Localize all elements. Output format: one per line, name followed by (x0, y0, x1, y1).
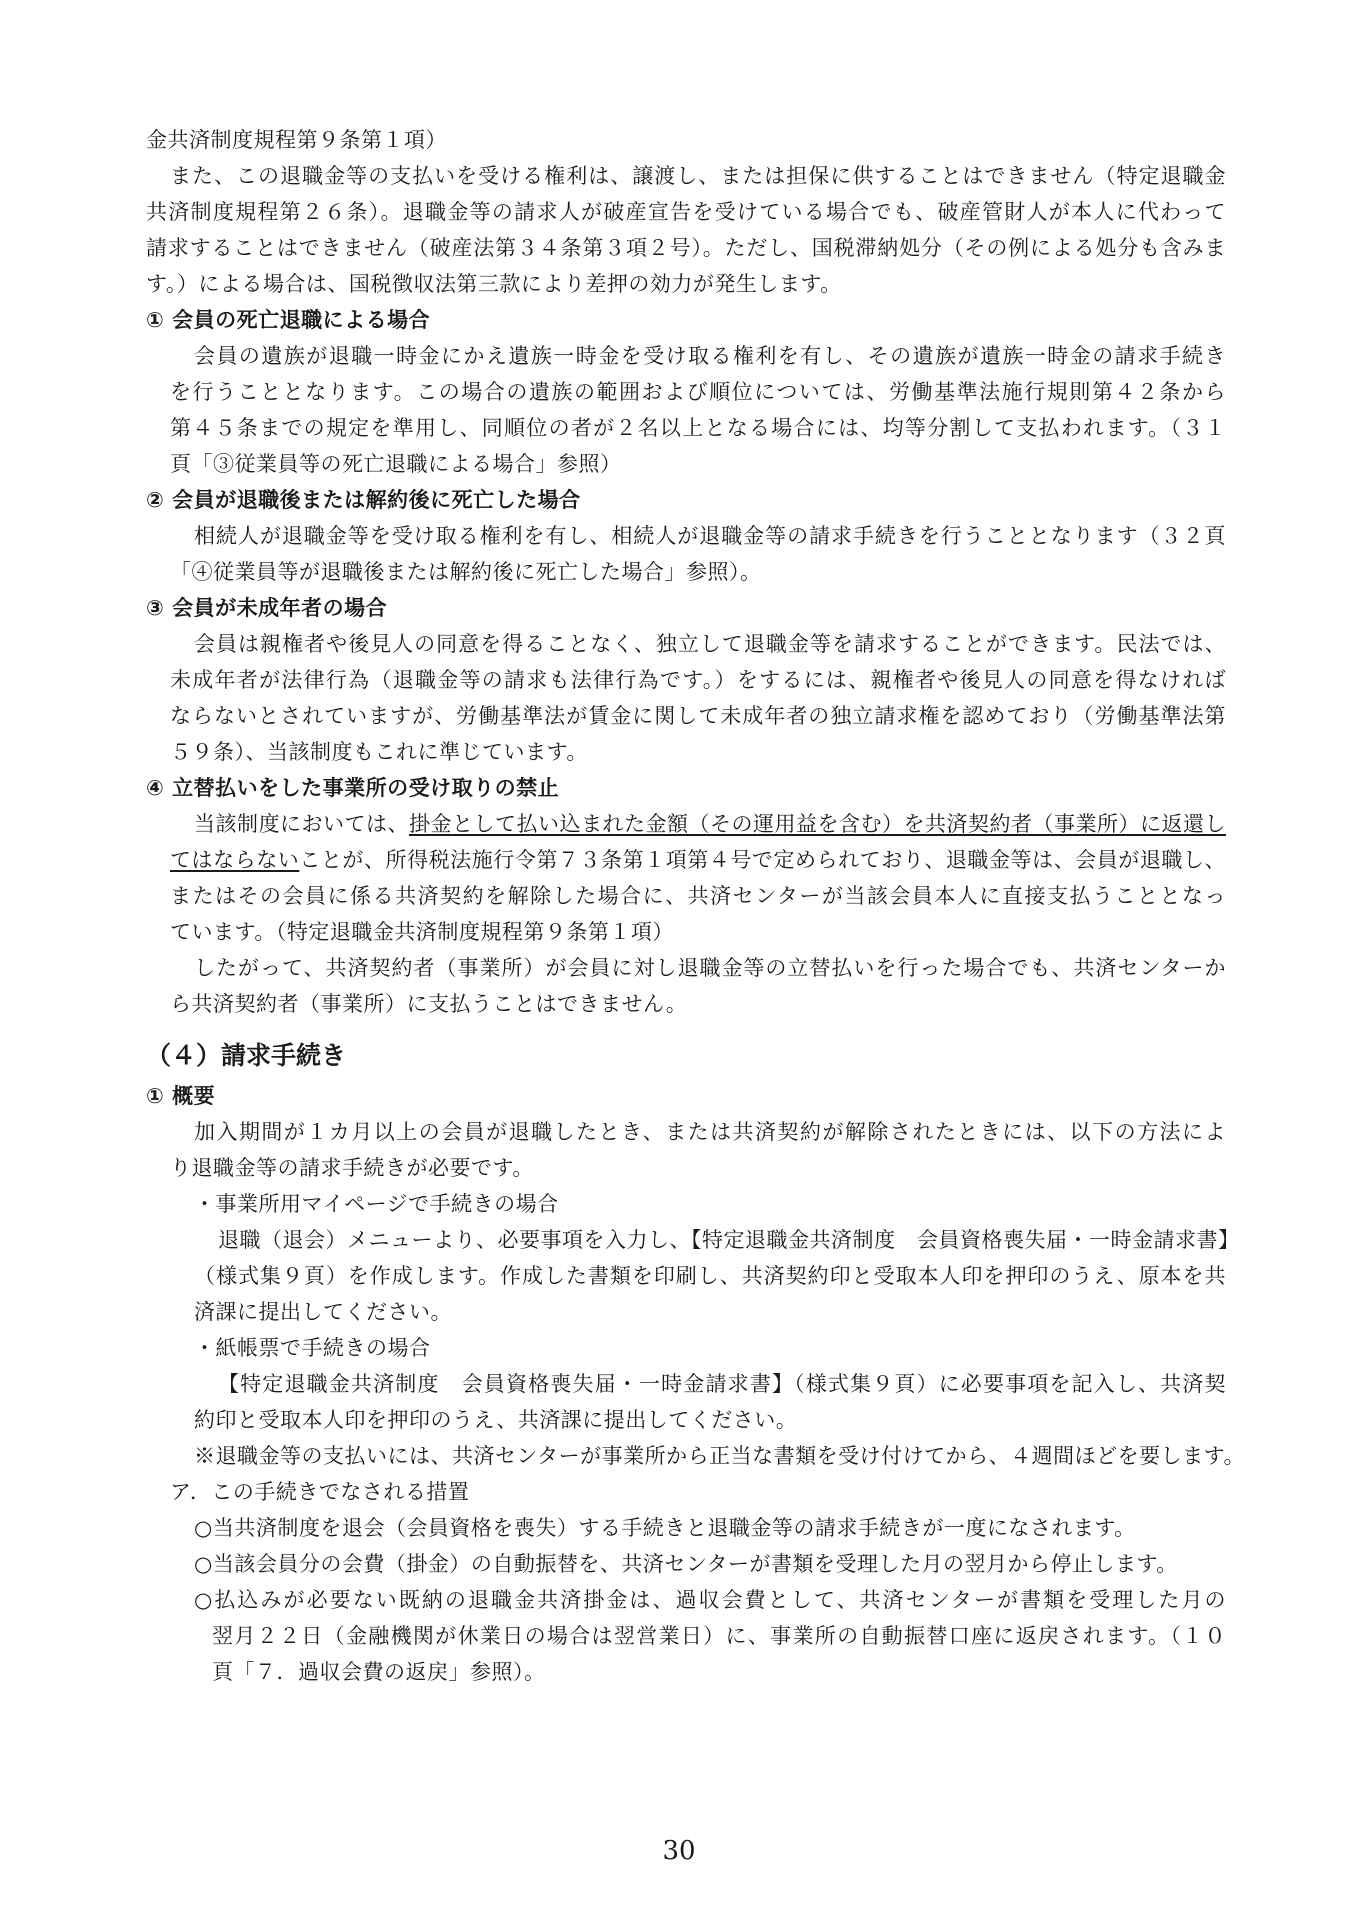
underlined-text: てはならない (170, 848, 300, 872)
note-line: ※退職金等の支払いには、共済センターが事業所から正当な書類を受け付けてから、４週間ほどを要します。 (194, 1444, 1245, 1468)
document-page (146, 122, 1245, 1690)
subsection-heading-overview: ① 概要 (146, 1084, 216, 1108)
body-line: 会員の遺族が退職一時金にかえ遺族一時金を受け取る権利を有し、その遺族が遺族一時金の請求手続き (194, 344, 1226, 368)
body-line: ならないとされていますが、労働基準法が賃金に関して未成年者の独立請求権を認めており（労働基準法第 (170, 704, 1226, 728)
body-line: （様式集９頁）を作成します。作成した書類を印刷し、共済契約印と受取本人印を押印のうえ、原本を共 (194, 1264, 1226, 1288)
measure-item: ○払込みが必要ない既納の退職金共済掛金は、過収会費として、共済センターが書類を受理した月の (194, 1588, 1226, 1612)
body-line: ら共済契約者（事業所）に支払うことはできません。 (170, 992, 688, 1016)
intro-line: 金共済制度規程第９条第１項） (146, 128, 447, 152)
bullet-mypage: ・事業所用マイページで手続きの場合 (194, 1192, 559, 1216)
body-line: 未成年者が法律行為（退職金等の請求も法律行為です。）をするには、親権者や後見人の同意を得なければ (170, 668, 1226, 692)
section-heading-minor-member: ③ 会員が未成年者の場合 (146, 596, 388, 620)
body-line: 約印と受取本人印を押印のうえ、共済課に提出してください。 (194, 1408, 798, 1432)
item-heading-measures: ア．この手続きでなされる措置 (170, 1480, 470, 1504)
body-line: したがって、共済契約者（事業所）が会員に対し退職金等の立替払いを行った場合でも、共済センターか (194, 956, 1226, 980)
measure-item-continued: 頁「７．過収会費の返戻」参照）。 (212, 1660, 546, 1684)
section-heading-advance-payment-prohibition: ④ 立替払いをした事業所の受け取りの禁止 (146, 776, 560, 800)
body-line: を行うこととなります。この場合の遺族の範囲および順位については、労働基準法施行規則第４２条から (170, 380, 1226, 404)
body-line: 【特定退職金共済制度 会員資格喪失届・一時金請求書】（様式集９頁）に必要事項を記入し、共済契 (218, 1372, 1226, 1396)
body-text: 当該制度においては、 (194, 812, 409, 836)
body-line: 会員は親権者や後見人の同意を得ることなく、独立して退職金等を請求することができます。民法では、 (194, 632, 1226, 656)
body-line: 済課に提出してください。 (194, 1300, 452, 1324)
body-line: ５９条）、当該制度もこれに準じています。 (170, 740, 588, 764)
body-line: またはその会員に係る共済契約を解除した場合に、共済センターが当該会員本人に直接支払うこととなっ (170, 884, 1226, 908)
measure-item: ○当共済制度を退会（会員資格を喪失）する手続きと退職金等の請求手続きが一度になされます。 (194, 1516, 1136, 1540)
measure-item: ○当該会員分の会費（掛金）の自動振替を、共済センターが書類を受理した月の翌月から停止します。 (194, 1552, 1178, 1576)
intro-line: す。）による場合は、国税徴収法第三款により差押の効力が発生します。 (146, 272, 842, 296)
body-line: 加入期間が１カ月以上の会員が退職したとき、または共済契約が解除されたときには、以下の方法によ (194, 1120, 1226, 1144)
section-title-claim-procedure: （４）請求手続き (146, 1041, 347, 1070)
body-line: り退職金等の請求手続きが必要です。 (170, 1156, 534, 1180)
body-line: 「④従業員等が退職後または解約後に死亡した場合」参照）。 (170, 560, 762, 584)
page-number: 30 (662, 1836, 696, 1866)
body-line: 相続人が退職金等を受け取る権利を有し、相続人が退職金等の請求手続きを行うこととなります（３２頁 (194, 524, 1226, 548)
underlined-text: 掛金として払い込まれた金額（その運用益を含む）を共済契約者（事業所）に返還し (409, 812, 1226, 836)
body-text: ことが、所得税法施行令第７３条第１項第４号で定められており、退職金等は、会員が退職し、 (299, 848, 1226, 872)
body-line: ています。（特定退職金共済制度規程第９条第１項） (170, 920, 674, 944)
intro-line: 共済制度規程第２６条）。退職金等の請求人が破産宣告を受けている場合でも、破産管財人が本人に代わって (146, 200, 1226, 224)
body-line: 退職（退会）メニューより、必要事項を入力し、【特定退職金共済制度 会員資格喪失届・一時金請求書】 (218, 1228, 1240, 1252)
intro-line: 請求することはできません（破産法第３４条第３項２号）。ただし、国税滞納処分（その例による処分も含みま (146, 236, 1226, 260)
body-line: 頁「③従業員等の死亡退職による場合」参照） (170, 452, 622, 476)
intro-line: また、この退職金等の支払いを受ける権利は、譲渡し、または担保に供することはできません（特定退職金 (170, 164, 1226, 188)
bullet-paper-form: ・紙帳票で手続きの場合 (194, 1336, 431, 1360)
measure-item-continued: 翌月２２日（金融機関が休業日の場合は翌営業日）に、事業所の自動振替口座に返戻されます。（１０ (212, 1624, 1226, 1648)
body-line (194, 806, 1226, 842)
section-heading-death-retirement: ① 会員の死亡退職による場合 (146, 308, 431, 332)
section-heading-death-after-retirement: ② 会員が退職後または解約後に死亡した場合 (146, 488, 581, 512)
body-line (170, 842, 1226, 878)
body-line: 第４５条までの規定を準用し、同順位の者が２名以上となる場合には、均等分割して支払われます。（３１ (170, 416, 1226, 440)
